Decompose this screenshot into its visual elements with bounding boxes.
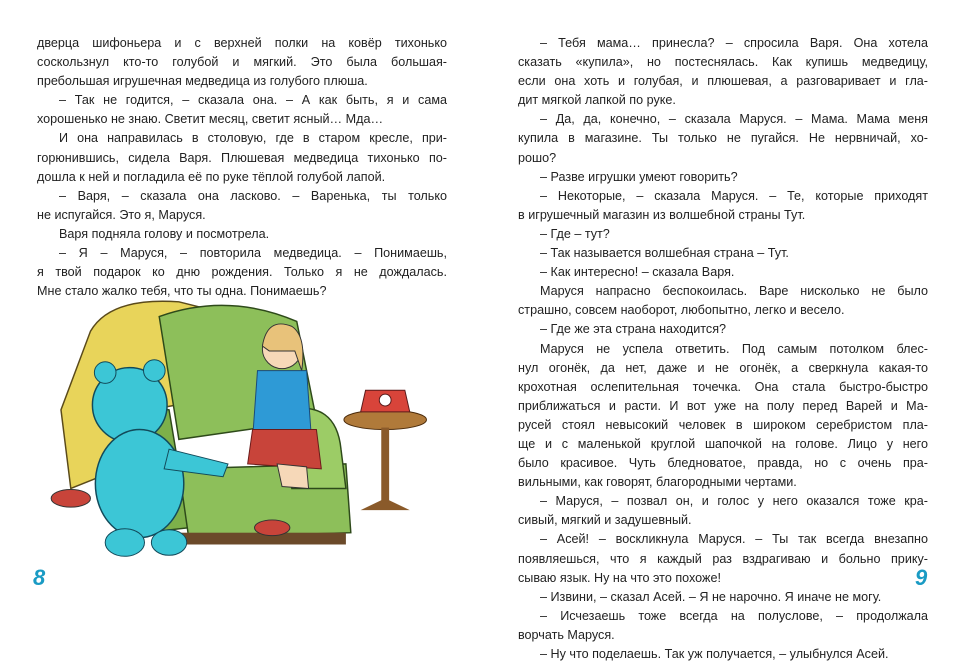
text-line: – Некоторые, – сказала Маруся. – Те, которые приходят — [540, 188, 928, 203]
text-line: в игрушечный магазин из волшебной страны Тут. — [518, 207, 806, 222]
text-line: – Где – тут? — [540, 226, 610, 241]
paragraph — [518, 492, 928, 530]
text-line: горюнившись, сидела Варя. Плюшевая медведица тихонько по- — [37, 150, 447, 165]
text-line: – Как интересно! – сказала Варя. — [540, 265, 735, 280]
text-line: – Тебя мама… принесла? – спросила Варя. Она хотела — [540, 36, 928, 50]
text-line: дверца шифоньера и с верхней полки на ковёр тихонько — [37, 36, 447, 50]
text-line: приближаться и расти. И вот уже на полу перед Варей и Ма- — [518, 398, 928, 413]
text-line: – Асей! – воскликнула Маруся. – Ты так всегда внезапно — [540, 532, 928, 547]
left-page-text — [37, 34, 447, 301]
text-line: пребольшая игрушечная медведица из голубого плюша. — [37, 74, 368, 89]
shoe — [51, 489, 90, 507]
text-line: русей стоял невысокий человек в широком серебристом пла- — [518, 417, 928, 432]
side-table-with-phone — [344, 390, 427, 510]
paragraph — [37, 225, 447, 244]
text-line: дошла к ней и погладила её по руке тёплой голубой лапой. — [37, 169, 386, 184]
text-line: не испугайся. Это я, Маруся. — [37, 207, 206, 222]
paragraph — [37, 129, 447, 186]
paragraph — [518, 340, 928, 493]
paragraph — [518, 263, 928, 282]
text-line: сивый, мягкий и задушевный. — [518, 513, 692, 528]
paragraph — [37, 91, 447, 129]
right-page-text — [518, 34, 928, 664]
paragraph — [518, 168, 928, 187]
paragraph — [518, 607, 928, 645]
text-line: Маруся напрасно беспокоилась. Варе нисколько не было — [540, 284, 928, 299]
text-line: Мне стало жалко тебя, что ты одна. Понимаешь? — [37, 284, 327, 299]
text-line: появляешься, что я каждый раз вздрагиваю и больно прику- — [518, 551, 928, 566]
paragraph — [37, 34, 447, 91]
text-line: Маруся не успела ответить. Под самым потолком блес- — [540, 341, 928, 356]
text-line: – Варя, – сказала она ласково. – Варенька, ты только — [59, 188, 447, 203]
paragraph — [518, 110, 928, 167]
text-line: Варя подняла голову и посмотрела. — [59, 226, 270, 241]
text-line: соскользнул кто-то голубой и мягкий. Это была большая- — [37, 55, 447, 70]
text-line: рошо? — [518, 150, 557, 165]
text-line: купила в магазине. Ты только не пугайся. Не нервничай, хо- — [518, 131, 928, 146]
text-line: сываю язык. Ну на что это похоже! — [518, 570, 721, 585]
paragraph — [518, 225, 928, 244]
text-line: – Маруся, – позвал он, и голос у него оказался тоже кра- — [540, 494, 928, 509]
paragraph — [37, 244, 447, 301]
text-line: я твой подарок ко дню рождения. Только я не дождалась. — [37, 265, 447, 280]
text-line: было красивое. Чуть бледноватое, правда, но с очень пра- — [518, 456, 928, 471]
text-line: сказать «купила», но постеснялась. Как купишь медведицу, — [518, 55, 928, 70]
paragraph — [518, 244, 928, 263]
illustration-girl-bear-armchair — [28, 292, 428, 572]
text-line: ще и с маленькой круглой шапочкой на голове. Лицо у него — [518, 436, 928, 451]
text-line: вильными, как говорят, благородными чертами. — [518, 475, 797, 490]
page-number-right: 9 — [915, 565, 928, 590]
text-line: – Исчезаешь тоже всегда на полуслове, – продолжала — [540, 608, 928, 623]
paragraph — [518, 645, 928, 664]
text-line: – Где же эта страна находится? — [540, 322, 727, 337]
text-line: – Я – Маруся, – повторила медведица. – Понимаешь, — [59, 246, 447, 261]
text-line: – Так называется волшебная страна – Тут. — [540, 246, 789, 261]
paragraph — [518, 282, 928, 320]
paragraph — [518, 530, 928, 587]
paragraph — [518, 187, 928, 225]
text-line: – Разве игрушки умеют говорить? — [540, 169, 738, 184]
text-line: – Ну что поделаешь. Так уж получается, – улыбнулся Асей. — [540, 647, 889, 661]
text-line: хорошенько не знаю. Светит месяц, светит ясный… Мда… — [37, 112, 384, 127]
text-line: дит мягкой лапкой по руке. — [518, 93, 676, 108]
text-line: нул огонёк, да нет, даже и не огонёк, а сверкнула какая-то — [518, 360, 928, 375]
paragraph — [37, 187, 447, 225]
text-line: страшно, совсем наоборот, любопытно, легко и весело. — [518, 303, 845, 318]
text-line: – Да, да, конечно, – сказала Маруся. – Мама. Мама меня — [540, 112, 928, 127]
shoe — [255, 520, 290, 536]
text-line: – Извини, – сказал Асей. – Я не нарочно. Я иначе не могу. — [540, 589, 882, 604]
text-line: если она хоть и голубая, и плюшевая, а разговаривает и гла- — [518, 74, 928, 89]
paragraph — [518, 588, 928, 607]
text-line: – Так не годится, – сказала она. – А как быть, я и сама — [59, 93, 447, 108]
text-line: крохотная ослепительная точечка. Она стала быстро-быстро — [518, 379, 928, 394]
text-line: И она направилась в столовую, где в старом кресле, при- — [59, 131, 447, 146]
page-number-left: 8 — [33, 565, 46, 590]
paragraph — [518, 34, 928, 110]
text-line: ворчать Маруся. — [518, 627, 615, 642]
paragraph — [518, 320, 928, 339]
